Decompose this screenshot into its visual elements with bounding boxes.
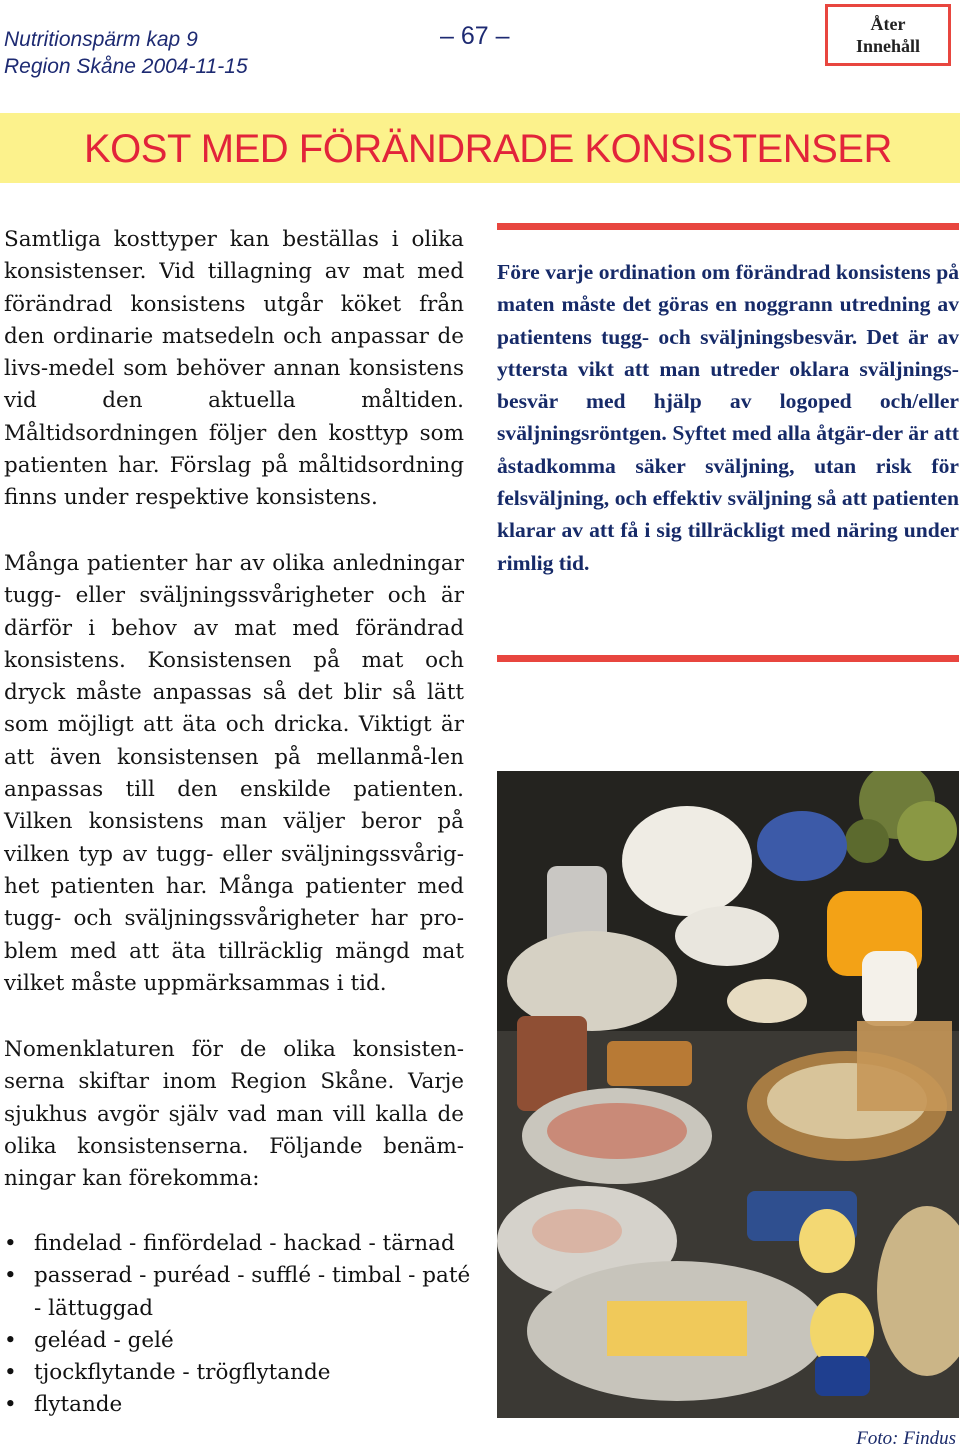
header-info — [4, 26, 248, 80]
bullet-icon: • — [4, 1231, 17, 1256]
sidebox-top-rule — [497, 223, 959, 230]
back-to-contents-button[interactable] — [825, 4, 951, 66]
bullet-icon: • — [4, 1327, 17, 1353]
page-number: – 67 – — [440, 22, 510, 50]
consistency-names-list — [4, 1228, 474, 1422]
paragraph-text: Nomenklaturen för de olika konsisten-serna skiftar inom Region Skåne. Varje sjukhus avgör själv vad man vill kalla de olika konsistenserna. Följande benäm-ningar kan förekomma: — [4, 1037, 464, 1192]
body-paragraph-1 — [4, 224, 464, 515]
body-paragraph-2 — [4, 548, 464, 1000]
list-item-text: flytande — [34, 1392, 123, 1418]
bullet-icon: • — [4, 1392, 17, 1418]
title-banner — [0, 113, 960, 183]
list-item-text: geléad - gelé — [34, 1327, 174, 1353]
list-item — [4, 1357, 474, 1389]
list-item — [4, 1325, 474, 1357]
doc-title: Nutritionspärm kap 9 — [4, 28, 198, 51]
food-photo — [497, 771, 959, 1418]
back-label-line1: Åter — [870, 14, 906, 34]
sidebox-bottom-rule — [497, 655, 959, 662]
sidebox-text: Före varje ordination om förändrad konsistens på maten måste det göras en noggrann utredning av patientens tugg- och sväljningsbesvär. Det är av yttersta vikt att man utreder oklara sväljnings-besvär med hjälp av logoped och/eller sväljningsröntgen. Syftet med alla åtgär-der är att åstadkomma säker sväljning, utan risk för felsväljning, och effektiv sväljning så att patienten klarar av att få i sig tillräckligt med näring under rimlig tid. — [497, 260, 959, 575]
org-date: Region Skåne 2004-11-15 — [4, 55, 248, 78]
bullet-icon: • — [4, 1263, 17, 1289]
paragraph-text: Många patienter har av olika anledningar tugg- eller sväljningssvårigheter och är därför i behov av mat med förändrad konsistens. Konsistensen på mat och dryck måste anpassas så det blir så lätt som möjligt att äta och dricka. Viktigt är att även konsistensen på mellanmå-len anpassas till den enskilde patienten. Vilken konsistens man väljer beror på vilken typ av tugg- eller sväljningssvårig-het patienten har. Många patienter med tugg- och sväljningssvårigheter har pro-blem med att äta tillräcklig mängd mat vilket måste uppmärksammas i tid. — [4, 551, 464, 996]
body-paragraph-3 — [4, 1034, 464, 1195]
photo-credit: Foto: Findus — [856, 1428, 956, 1449]
back-label-line2: Innehåll — [855, 36, 921, 56]
list-item — [4, 1260, 474, 1325]
list-item-text: findelad - finfördelad - hackad - tärnad — [34, 1231, 455, 1256]
food-photo-illustration — [497, 771, 959, 1418]
paragraph-text: Samtliga kosttyper kan beställas i olika konsistenser. Vid tillagning av mat med förändrad konsistens utgår köket från den ordinarie matsedeln och anpassar de livs-medel som behöver annan konsistens vid den aktuella måltiden. Måltidsordningen följer den kosttyp som patienten har. Förslag på måltidsordning finns under respektive konsistens. — [4, 227, 464, 511]
list-item-text: passerad - puréad - sufflé - timbal - paté - lättuggad — [34, 1263, 471, 1321]
bullet-icon: • — [4, 1360, 17, 1386]
list-item — [4, 1228, 474, 1260]
list-item — [4, 1389, 474, 1421]
list-item-text: tjockflytande - trögflytande — [34, 1360, 331, 1386]
page-title: KOST MED FÖRÄNDRADE KONSISTENSER — [84, 127, 892, 171]
